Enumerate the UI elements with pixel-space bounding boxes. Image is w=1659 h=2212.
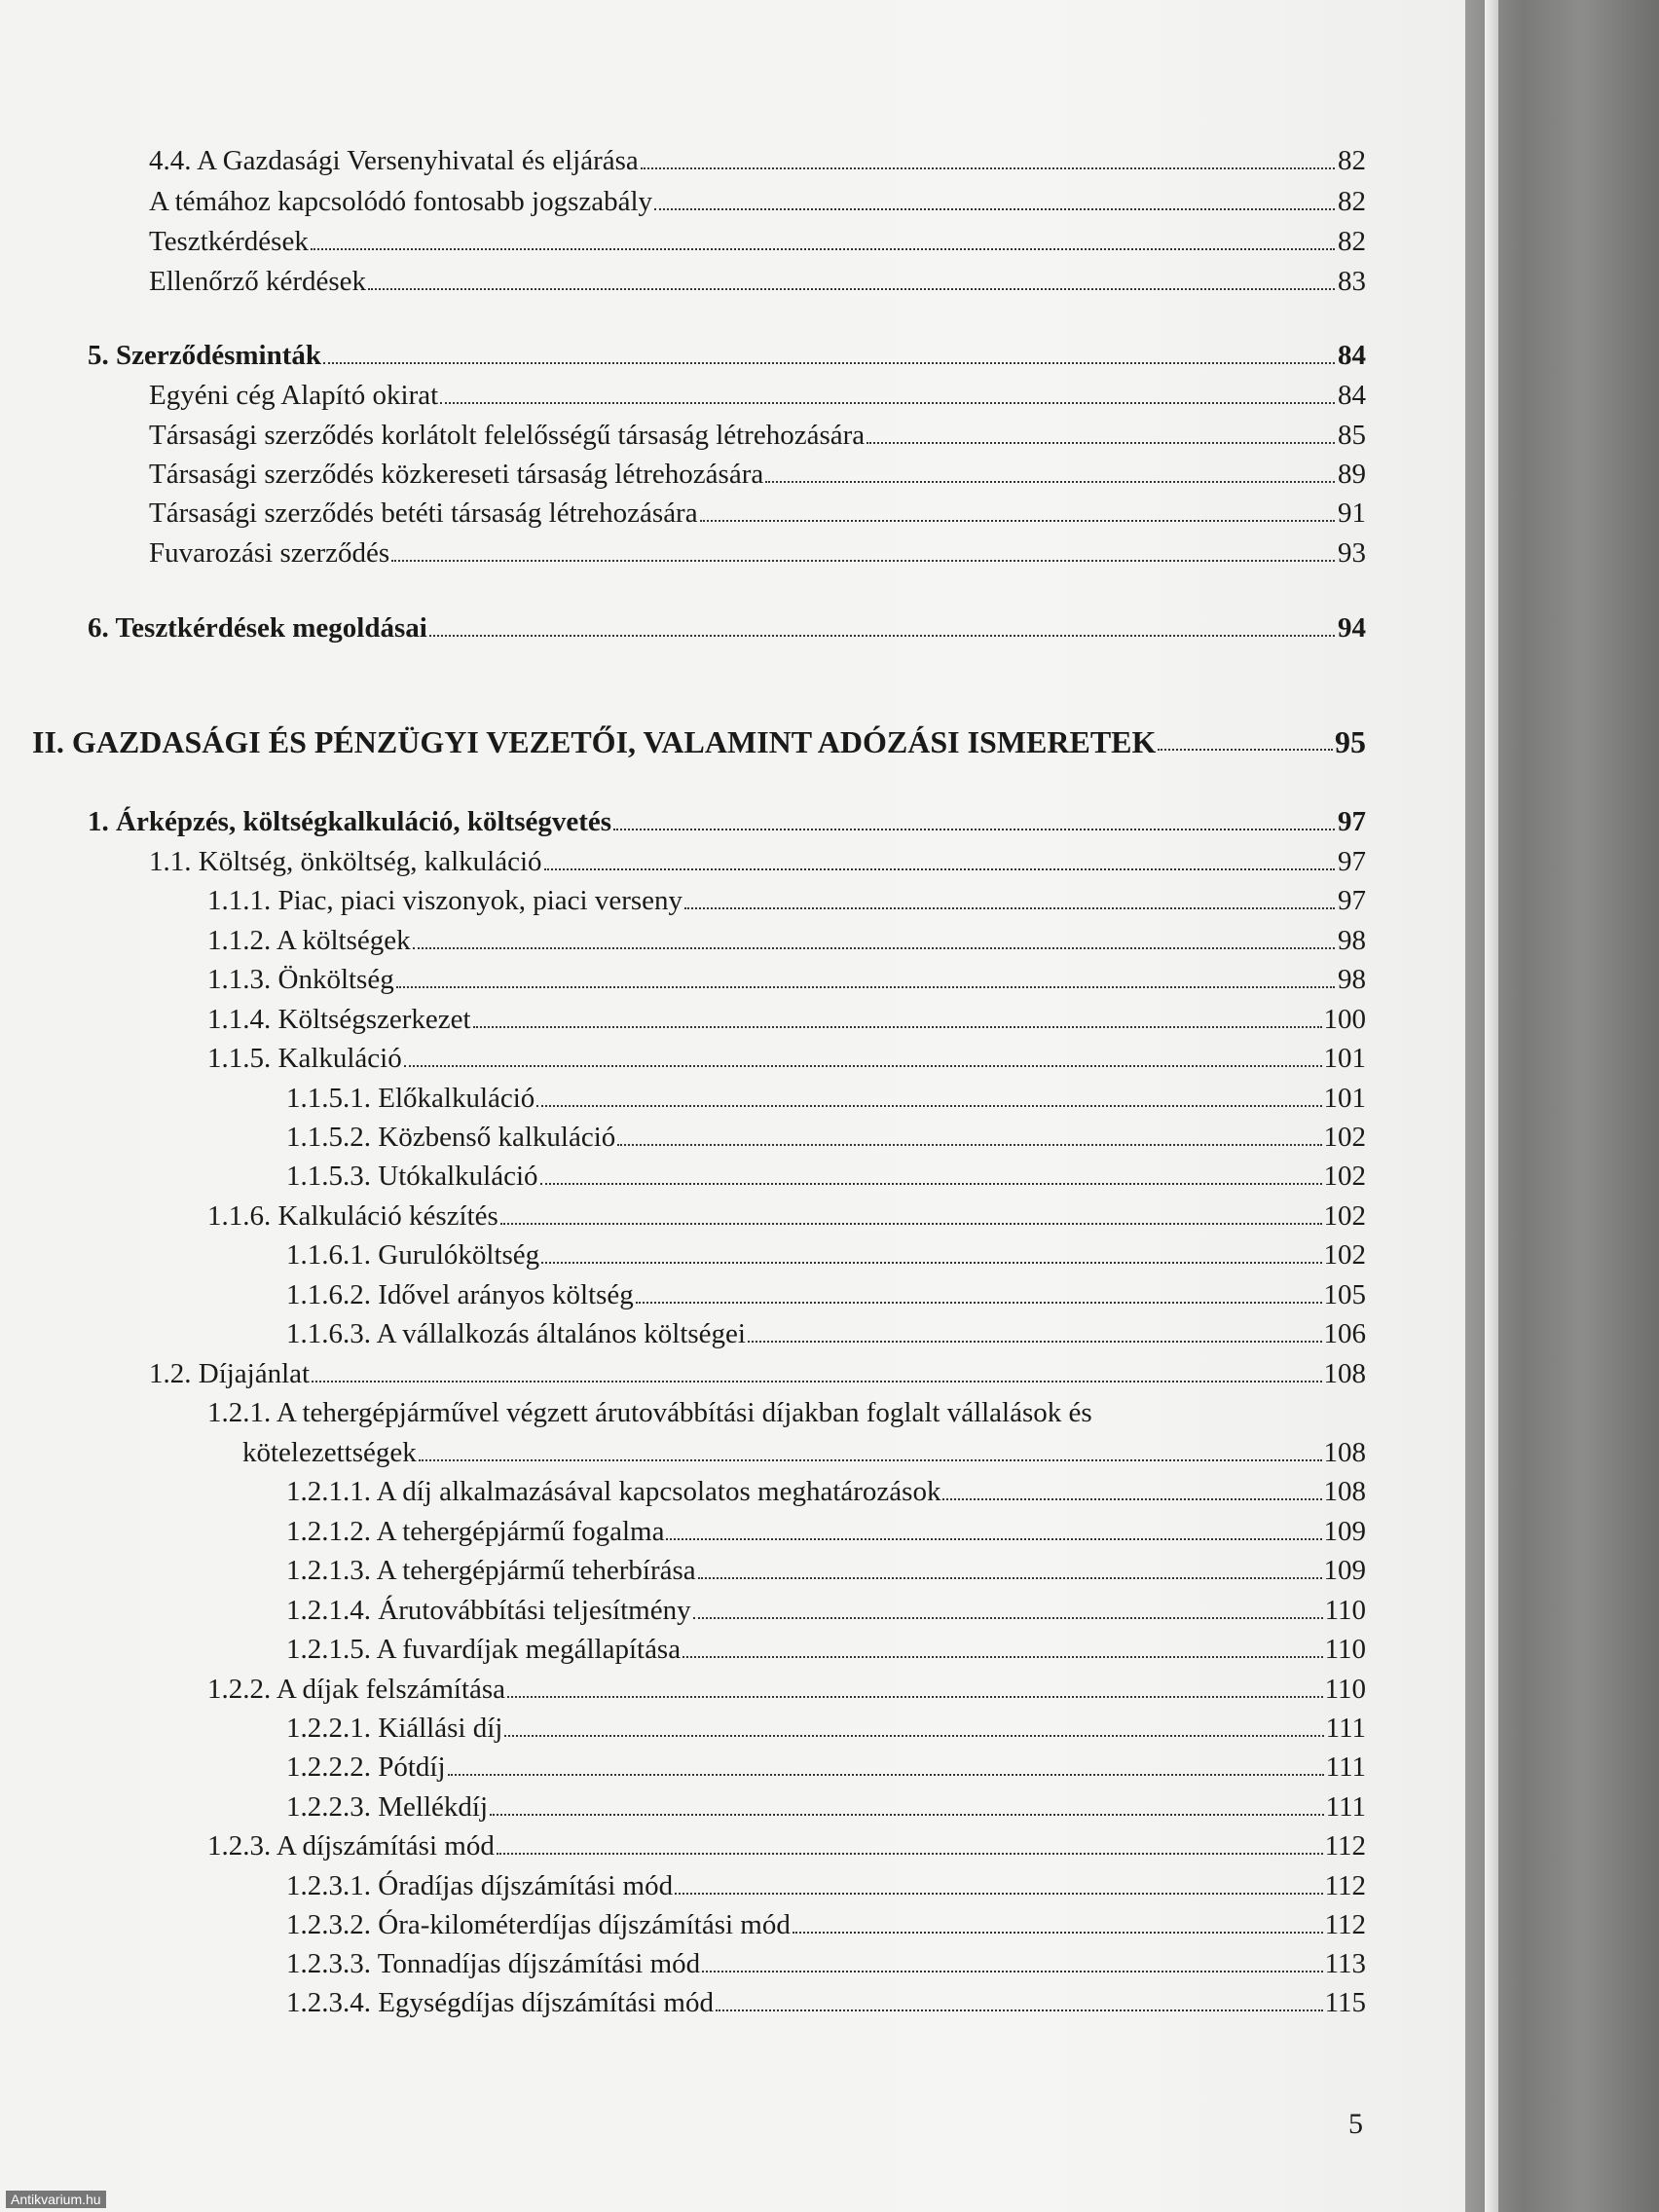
page-edge: [1485, 0, 1498, 2212]
toc-entry-title: 1.2.1.3. A tehergépjármű teherbírása: [286, 1555, 696, 1586]
toc-entry-page: 111: [1325, 1791, 1366, 1823]
toc-entry: [286, 1633, 1366, 1666]
toc-entry: [149, 144, 1366, 177]
toc-entry-page: 111: [1325, 1751, 1366, 1783]
toc-entry-page: 108: [1323, 1358, 1366, 1389]
toc-entry-page: 93: [1338, 537, 1366, 569]
toc-entry: [286, 1238, 1366, 1272]
toc-entry-title: Tesztkérdések: [149, 226, 309, 257]
toc-entry-title: Ellenőrző kérdések: [149, 266, 367, 297]
toc-section: [88, 611, 1366, 645]
toc-entry-title: Fuvarozási szerződés: [149, 537, 390, 569]
toc-entry-title: 1.1.2. A költségek: [207, 925, 411, 956]
toc-entry: [286, 1594, 1366, 1627]
toc-entry-title: 1.2.2.2. Pótdíj: [286, 1751, 446, 1783]
toc-entry-page: 82: [1338, 145, 1366, 176]
toc-entry-title: 1.1.5.1. Előkalkuláció: [286, 1083, 535, 1114]
toc-entry-title: 1.2.3.3. Tonnadíjas díjszámítási mód: [286, 1948, 701, 1979]
toc-entry-page: 111: [1325, 1713, 1366, 1744]
toc-entry-title: 1.1.1. Piac, piaci viszonyok, piaci verseny: [207, 885, 683, 916]
toc-entry-title: 1.2.1.2. A tehergépjármű fogalma: [286, 1516, 665, 1547]
toc-entry: [286, 1947, 1366, 1980]
toc-entry: [149, 458, 1366, 491]
toc-entry-title: 6. Tesztkérdések megoldásai: [88, 612, 427, 644]
toc-entry: [207, 924, 1366, 957]
toc-entry-page: 113: [1324, 1948, 1366, 1979]
toc-entry-page: 84: [1338, 340, 1366, 371]
toc-entry-title: 1.1.6.3. A vállalkozás általános költségei: [286, 1318, 746, 1349]
toc-entry-page: 110: [1324, 1595, 1366, 1626]
toc-entry: [149, 379, 1366, 412]
toc-entry-title: 1.2.2. A díjak felszámítása: [207, 1674, 506, 1705]
toc-entry-page: 102: [1323, 1161, 1366, 1192]
toc-entry: [242, 1436, 1366, 1469]
toc-entry: [149, 419, 1366, 452]
toc-entry-title-continued: kötelezettségek: [242, 1437, 417, 1468]
page-number: 5: [1348, 2108, 1363, 2140]
toc-entry-page: 106: [1323, 1318, 1366, 1349]
toc-entry: [207, 884, 1366, 917]
toc-entry-page: 84: [1338, 380, 1366, 411]
toc-entry-title: II. GAZDASÁGI ÉS PÉNZÜGYI VEZETŐI, VALAMINT ADÓZÁSI ISMERETEK: [32, 724, 1157, 759]
toc-entry-page: 115: [1324, 1987, 1366, 2018]
toc-entry-page: 97: [1338, 806, 1366, 837]
toc-entry-title: 1.1.4. Költségszerkezet: [207, 1004, 471, 1035]
toc-entry-page: 94: [1338, 612, 1366, 644]
toc-entry-title: 1.2.1.5. A fuvardíjak megállapítása: [286, 1634, 682, 1665]
toc-entry-page: 91: [1338, 498, 1366, 529]
toc-entry-title: 1.1.6.1. Gurulóköltség: [286, 1239, 540, 1271]
toc-entry: [149, 845, 1366, 878]
toc-entry: [286, 1475, 1366, 1508]
toc-entry: [207, 963, 1366, 996]
watermark: Antikvarium.hu: [6, 2191, 106, 2208]
toc-entry-page: 95: [1335, 724, 1366, 759]
toc-entry-page: 102: [1323, 1239, 1366, 1271]
toc-entry: [207, 1199, 1366, 1233]
toc-entry-title: 1.1.6. Kalkuláció készítés: [207, 1200, 498, 1232]
toc-entry: [149, 1357, 1366, 1390]
toc-entry: [286, 1121, 1366, 1154]
toc-entry-page: 102: [1323, 1122, 1366, 1153]
toc-entry-page: 82: [1338, 186, 1366, 217]
toc-entry-page: 85: [1338, 420, 1366, 451]
toc-entry-title: 1.1.3. Önköltség: [207, 964, 394, 995]
toc-entry: [286, 1160, 1366, 1193]
toc-entry-title: Egyéni cég Alapító okirat: [149, 380, 439, 411]
toc-entry-title: 1.2.3.4. Egységdíjas díjszámítási mód: [286, 1987, 714, 2018]
toc-entry-page: 97: [1338, 885, 1366, 916]
toc-entry-title: 5. Szerződésminták: [88, 340, 322, 371]
toc-section: [88, 805, 1366, 838]
toc-entry-page: 108: [1323, 1437, 1366, 1468]
toc-section: [88, 339, 1366, 372]
toc-entry-title: 1.1.6.2. Idővel arányos költség: [286, 1279, 634, 1310]
toc-entry-page: 97: [1338, 846, 1366, 877]
toc-entry-title: 1.1.5.2. Közbenső kalkuláció: [286, 1122, 616, 1153]
toc-entry-title: 4.4. A Gazdasági Versenyhivatal és eljárása: [149, 145, 639, 176]
toc-entry-page: 83: [1338, 266, 1366, 297]
toc-entry: [149, 265, 1366, 298]
toc-entry-page: 82: [1338, 226, 1366, 257]
toc-entry-title: A témához kapcsolódó fontosabb jogszabály: [149, 186, 653, 217]
toc-entry-title: 1.2.1. A tehergépjárművel végzett árutovábbítási díjakban foglalt vállalások és: [207, 1397, 1092, 1428]
toc-entry-page: 105: [1323, 1279, 1366, 1310]
toc-entry: [207, 1673, 1366, 1706]
toc-entry-title: 1.2.3. A díjszámítási mód: [207, 1830, 495, 1862]
toc-entry-page: 89: [1338, 459, 1366, 490]
toc-entry-page: 112: [1324, 1909, 1366, 1940]
toc-entry-title: 1.2.1.1. A díj alkalmazásával kapcsolatos meghatározások: [286, 1476, 941, 1507]
toc-entry-title: 1.1. Költség, önköltség, kalkuláció: [149, 846, 542, 877]
toc-entry-title: 1.2.1.4. Árutovábbítási teljesítmény: [286, 1595, 691, 1626]
toc-entry: [207, 1042, 1366, 1075]
toc-entry: [286, 1790, 1366, 1824]
toc-entry: [286, 1317, 1366, 1350]
toc-entry-first-line: [207, 1396, 1366, 1429]
toc-entry-title: 1.2.2.1. Kiállási díj: [286, 1713, 503, 1744]
toc-entry-title: Társasági szerződés közkereseti társaság létrehozására: [149, 459, 764, 490]
toc-entry-title: 1.2.2.3. Mellékdíj: [286, 1791, 489, 1823]
toc-entry-title: Társasági szerződés betéti társaság létrehozására: [149, 498, 698, 529]
toc-entry-page: 98: [1338, 925, 1366, 956]
toc-entry-page: 112: [1324, 1830, 1366, 1862]
toc-entry: [286, 1751, 1366, 1784]
toc-entry: [207, 1829, 1366, 1862]
toc-entry-page: 98: [1338, 964, 1366, 995]
toc-entry-page: 101: [1323, 1043, 1366, 1074]
toc-entry: [286, 1986, 1366, 2019]
toc-entry-title: 1. Árképzés, költségkalkuláció, költségvetés: [88, 806, 612, 837]
toc-entry-page: 101: [1323, 1083, 1366, 1114]
toc-entry-title: Társasági szerződés korlátolt felelősségű társaság létrehozására: [149, 420, 866, 451]
toc-entry: [207, 1003, 1366, 1036]
toc-entry-page: 112: [1324, 1870, 1366, 1901]
toc-entry-page: 109: [1323, 1516, 1366, 1547]
toc-entry-title: 1.1.5. Kalkuláció: [207, 1043, 402, 1074]
toc-entry: [149, 536, 1366, 570]
toc-entry: [149, 225, 1366, 258]
toc-entry: [286, 1278, 1366, 1311]
toc-entry: [286, 1554, 1366, 1587]
toc-entry-page: 109: [1323, 1555, 1366, 1586]
toc-entry: [286, 1908, 1366, 1941]
toc-entry-page: 110: [1324, 1634, 1366, 1665]
toc-entry: [286, 1869, 1366, 1902]
toc-entry: [286, 1712, 1366, 1745]
toc-entry: [286, 1515, 1366, 1548]
toc-entry-page: 100: [1323, 1004, 1366, 1035]
toc-entry-page: 108: [1323, 1476, 1366, 1507]
toc-part: [32, 725, 1366, 758]
toc-entry-page: 102: [1323, 1200, 1366, 1232]
toc-entry-page: 110: [1324, 1674, 1366, 1705]
toc-entry: [149, 185, 1366, 218]
toc-entry: [149, 497, 1366, 530]
toc-entry-title: 1.2. Díjajánlat: [149, 1358, 311, 1389]
toc-entry-title: 1.1.5.3. Utókalkuláció: [286, 1161, 538, 1192]
toc-entry: [286, 1082, 1366, 1115]
toc-entry-title: 1.2.3.1. Óradíjas díjszámítási mód: [286, 1870, 674, 1901]
toc-entry-title: 1.2.3.2. Óra-kilométerdíjas díjszámítási mód: [286, 1909, 791, 1940]
